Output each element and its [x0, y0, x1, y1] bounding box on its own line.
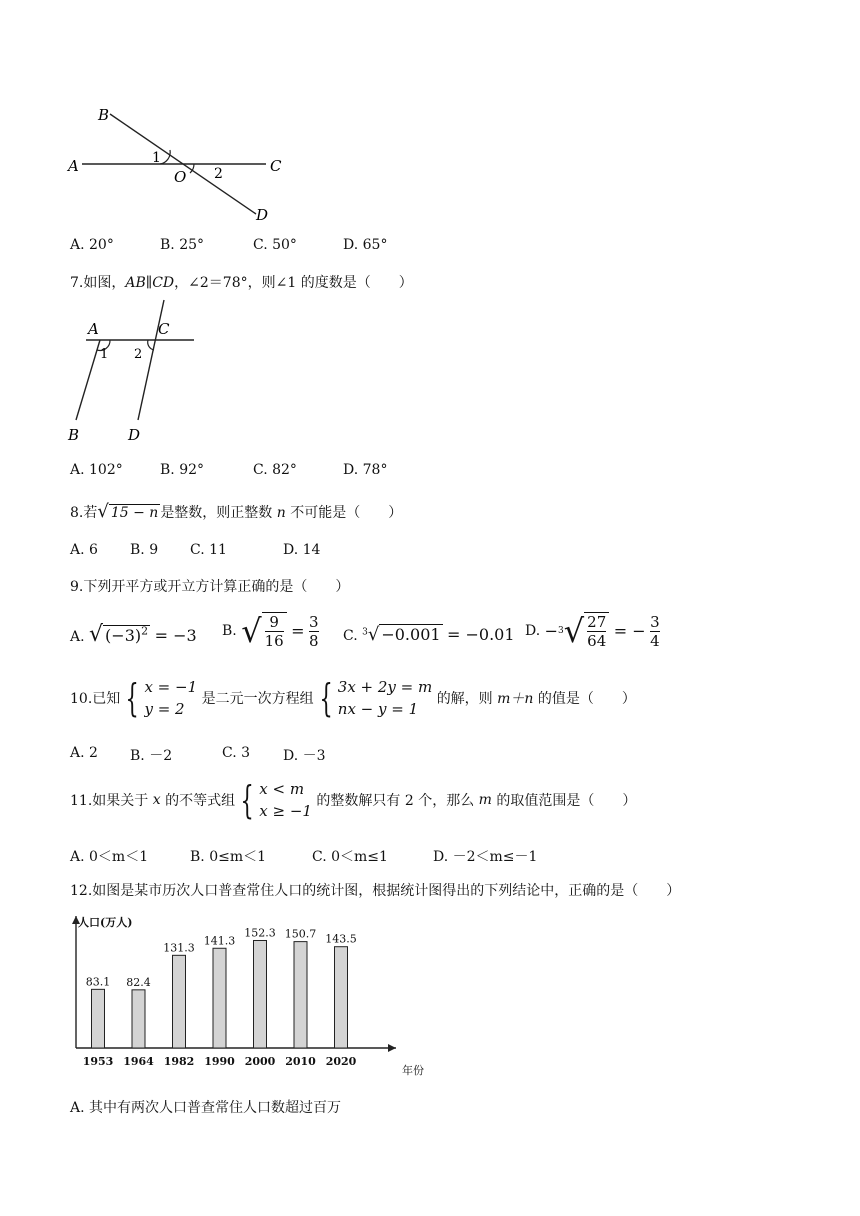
- fig7-label-c: C: [158, 320, 170, 338]
- q9-a-sqrt: √: [89, 622, 104, 647]
- q11-system: x < m x ≥ −1: [259, 780, 312, 820]
- q10-option-b[interactable]: B. －2: [130, 748, 173, 764]
- q10-option-a[interactable]: A. 2: [70, 745, 98, 761]
- fig7-label-b: B: [68, 426, 80, 444]
- fig6-label-d: D: [256, 206, 269, 224]
- x-axis-arrow: [388, 1044, 396, 1052]
- q10-mid: 是二元一次方程组: [201, 691, 314, 707]
- bar: [132, 990, 145, 1048]
- bar: [173, 955, 186, 1048]
- q10-stem: [70, 676, 636, 720]
- q9-a-expr: $(-3)^2$: [105, 624, 149, 645]
- q11-option-b[interactable]: B. 0≤m＜1: [190, 849, 267, 865]
- q8-option-b[interactable]: B. 9: [130, 542, 159, 558]
- q9-a-label: A.: [70, 629, 85, 645]
- x-tick-label: 2020: [325, 1055, 357, 1068]
- q7-stem-parallel: AB∥CD: [125, 275, 175, 291]
- q6-option-b[interactable]: B. 25°: [160, 237, 205, 253]
- q11-prefix: 11.如果关于: [70, 793, 149, 809]
- x-tick-label: 1964: [123, 1055, 154, 1068]
- bar-value-label: 143.5: [325, 932, 357, 946]
- line-ab: [76, 340, 100, 420]
- q11-stem: [70, 778, 636, 822]
- x-tick-label: 2010: [285, 1055, 316, 1068]
- x-tick-label: 2000: [244, 1055, 276, 1068]
- q10-solution: x = −1 y = 2: [144, 678, 198, 718]
- bar-value-label: 131.3: [163, 941, 195, 955]
- q9-option-b[interactable]: B. √ $\frac{9}{16}$ = $\frac{3}{8}$: [222, 612, 319, 650]
- q9-a-result: = −3: [154, 626, 197, 645]
- q8-stem: [70, 501, 402, 522]
- population-bar-chart: [60, 908, 424, 1083]
- q9-c-index: 3: [362, 627, 368, 638]
- fig7-label-a: A: [88, 320, 99, 338]
- q11-var2: m: [478, 792, 492, 808]
- fig6-label-o: O: [174, 168, 187, 186]
- bar: [254, 940, 267, 1048]
- bar: [92, 989, 105, 1048]
- q9-stem: 9.下列开平方或开立方计算正确的是（ ）: [70, 579, 350, 595]
- q8-prefix: 8.若: [70, 505, 98, 521]
- q7-option-b[interactable]: B. 92°: [160, 462, 205, 478]
- q8-radicand: 15 − n: [110, 505, 159, 521]
- q7-stem-prefix: 7.如图，: [70, 275, 126, 291]
- x-tick-label: 1953: [82, 1055, 114, 1068]
- figure-q6: [60, 100, 320, 230]
- q9-c-radicand: −0.001: [381, 625, 441, 644]
- q11-option-d[interactable]: D. －2＜m≤－1: [433, 849, 538, 865]
- q9-d-result: $\frac{3}{4}$: [650, 612, 660, 650]
- q7-option-a[interactable]: A. 102°: [70, 462, 123, 478]
- figure-q7: [60, 298, 210, 448]
- q10-prefix: 10.已知: [70, 691, 121, 707]
- q7-stem: [70, 272, 413, 292]
- bar-value-label: 150.7: [284, 927, 317, 941]
- fig6-label-b: B: [98, 106, 110, 124]
- q9-b-result: $\frac{3}{8}$: [309, 612, 319, 650]
- q10-brace-2: {: [319, 676, 333, 720]
- q11-suffix: 的整数解只有 2 个，那么: [316, 793, 475, 809]
- q8-suffix-b: 不可能是（ ）: [290, 505, 403, 521]
- q9-d-label: D.: [525, 623, 541, 639]
- q7-stem-mid: ，∠2＝78°，则∠1 的度数是（ ）: [174, 275, 413, 291]
- fig6-label-c: C: [270, 157, 282, 175]
- bar-value-label: 152.3: [244, 926, 276, 940]
- q10-brace-1: {: [125, 676, 140, 720]
- q12-stem: 12.如图是某市历次人口普查常住人口的统计图，根据统计图得出的下列结论中，正确的是（ ）: [70, 883, 681, 899]
- q9-a-exp: 2: [141, 624, 149, 638]
- q11-mid: 的不等式组: [165, 793, 236, 809]
- q8-option-d[interactable]: D. 14: [283, 542, 321, 558]
- q9-option-a[interactable]: [70, 622, 197, 647]
- bar: [335, 947, 348, 1048]
- fig6-label-1: 1: [152, 150, 161, 166]
- fig7-label-2: 2: [134, 347, 143, 362]
- q9-b-sqrt: √: [241, 612, 262, 650]
- q11-suffix2: 的取值范围是（ ）: [496, 793, 637, 809]
- q10-option-d[interactable]: D. －3: [283, 748, 326, 764]
- q8-sqrt-sign: √: [97, 501, 109, 522]
- q9-d-index: 3: [558, 626, 564, 636]
- q10-suffix: 的解，则: [436, 691, 493, 707]
- q11-option-c[interactable]: C. 0＜m≤1: [312, 849, 388, 865]
- q11-option-a[interactable]: A. 0＜m＜1: [70, 849, 149, 865]
- bar-value-label: 82.4: [126, 975, 151, 989]
- q9-b-frac: $\frac{9}{16}$: [262, 612, 287, 650]
- bar: [294, 942, 307, 1048]
- q10-expr: m＋n: [497, 691, 534, 707]
- q10-system: 3x + 2y = m nx − y = 1: [337, 678, 433, 718]
- x-tick-label: 1990: [204, 1055, 235, 1068]
- q6-option-a[interactable]: A. 20°: [70, 237, 114, 253]
- q12-option-a[interactable]: A. 其中有两次人口普查常住人口数超过百万: [70, 1100, 342, 1116]
- q6-option-d[interactable]: D. 65°: [343, 237, 388, 253]
- q8-option-a[interactable]: A. 6: [70, 542, 98, 558]
- y-axis-label: 人口(万人): [78, 916, 133, 929]
- fig7-label-1: 1: [100, 347, 109, 362]
- q10-suffix2: 的值是（ ）: [537, 691, 636, 707]
- bar-value-label: 83.1: [85, 975, 111, 989]
- q11-brace: {: [240, 778, 254, 822]
- q6-option-c[interactable]: C. 50°: [253, 237, 297, 253]
- q8-suffix-a: 是整数，则正整数: [160, 505, 273, 521]
- fig6-label-2: 2: [214, 166, 223, 182]
- q7-option-d[interactable]: D. 78°: [343, 462, 388, 478]
- q9-c-label: C.: [343, 628, 358, 644]
- fig6-label-a: A: [68, 157, 79, 175]
- q9-b-label: B.: [222, 623, 237, 639]
- q11-var: x: [152, 792, 161, 808]
- q9-option-c[interactable]: C. $^3$√ −0.001 = −0.01: [343, 624, 515, 645]
- x-tick-label: 1982: [163, 1055, 195, 1068]
- q8-option-c[interactable]: C. 11: [190, 542, 227, 558]
- fig7-label-d: D: [128, 426, 141, 444]
- q7-option-c[interactable]: C. 82°: [253, 462, 297, 478]
- q8-var: n: [276, 505, 286, 521]
- bar: [213, 948, 226, 1048]
- q10-option-c[interactable]: C. 3: [222, 745, 251, 761]
- q9-c-result: = −0.01: [447, 625, 515, 644]
- q9-d-frac: $\frac{27}{64}$: [584, 612, 609, 650]
- q9-option-d[interactable]: D. −3√ $\frac{27}{64}$ = − $\frac{3}{4}$: [525, 612, 660, 650]
- bar-value-label: 141.3: [203, 934, 236, 948]
- x-axis-label: 年份: [402, 1064, 424, 1077]
